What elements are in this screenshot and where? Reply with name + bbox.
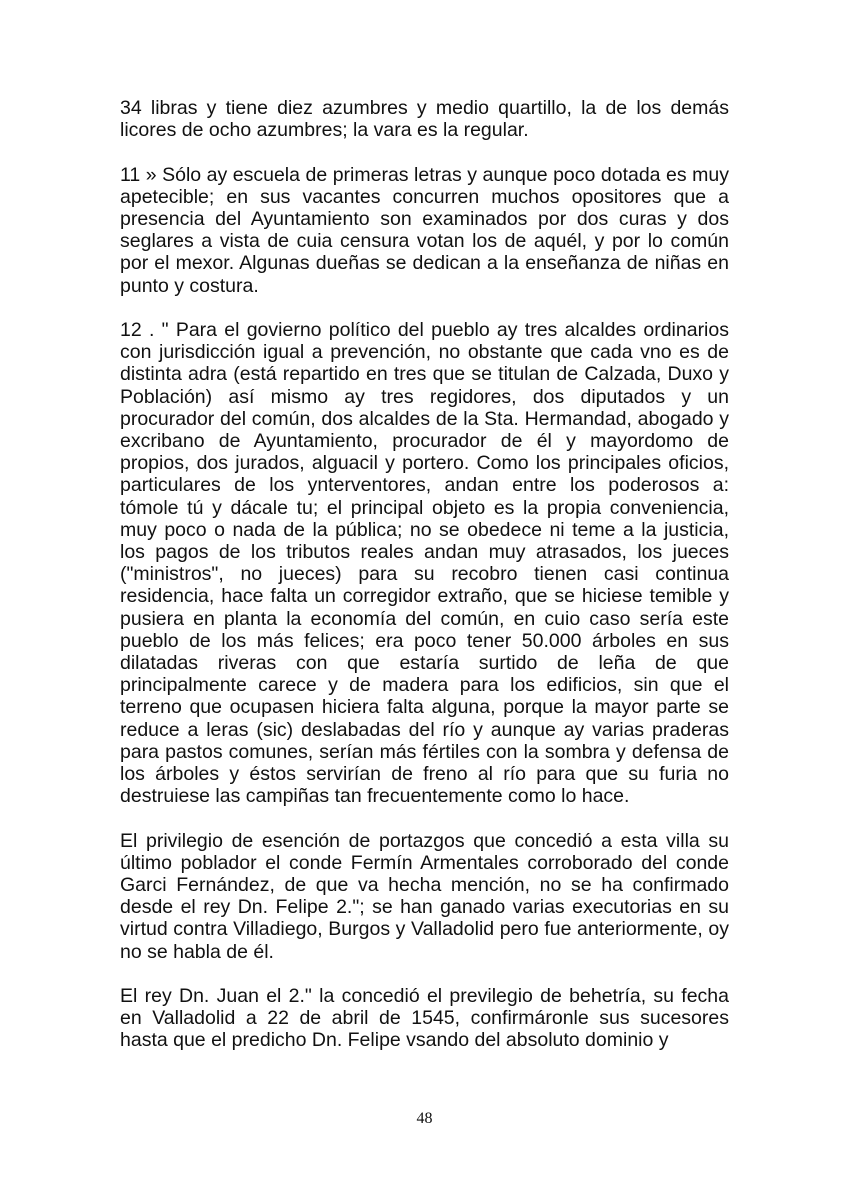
paragraph-measures: 34 libras y tiene diez azumbres y medio quartillo, la de los demás licores de ocho azumbres; la vara es la regular.	[120, 97, 729, 142]
page-number: 48	[416, 1110, 433, 1127]
paragraph-school: 11 » Sólo ay escuela de primeras letras y aunque poco dotada es muy apetecible; en sus vacantes concurren muchos opositores que a presencia del Ayuntamiento son examinados por dos curas y dos seglares a vista de cuia censura votan los de aquél, y por lo común por el mexor. Algunas dueñas se dedican a la enseñanza de niñas en punto y costura.	[120, 163, 729, 297]
paragraph-privilege-portazgos: El privilegio de esención de portazgos que concedió a esta villa su último poblador el conde Fermín Armentales corroborado del conde Garci Fernández, de que va hecha mención, no se ha confirmado desde el rey Dn. Felipe 2."; se han ganado varias executorias en su virtud contra Villadiego, Burgos y Valladolid pero fue anteriormente, oy no se habla de él.	[120, 829, 729, 963]
paragraph-privilege-behetria: El rey Dn. Juan el 2." la concedió el previlegio de behetría, su fecha en Valladolid a 22 de abril de 1545, confirmáronle sus sucesores hasta que el predicho Dn. Felipe vsando del absoluto dominio y	[120, 985, 729, 1052]
body-text	[120, 97, 729, 1074]
paragraph-government: 12 . " Para el govierno político del pueblo ay tres alcaldes ordinarios con jurisdicción igual a prevención, no obstante que cada vno es de distinta adra (está repartido en tres que se titulan de Calzada, Duxo y Población) así mismo ay tres regidores, dos diputados y un procurador del común, dos alcaldes de la Sta. Hermandad, abogado y excribano de Ayuntamiento, procurador de él y mayordomo de propios, dos jurados, alguacil y portero. Como los principales oficios, particulares de los ynterventores, andan entre los poderosos a: tómole tú y dácale tu; el principal objeto es la propia conveniencia, muy poco o nada de la pública; no se obedece ni teme a la justicia, los pagos de los tributos reales andan muy atrasados, los jueces ("ministros", no jueces) para su recobro tienen casi continua residencia, hace falta un corregidor extraño, que se hiciese temible y pusiera en planta la economía del común, en cuio caso sería este pueblo de los más felices; era poco tener 50.000 árboles en sus dilatadas riveras con que estaría surtido de leña de que principalmente carece y de madera para los edificios, sin que el terreno que ocupasen hiciera falta alguna, porque la mayor parte se reduce a leras (sic) deslabadas del río y aunque ay varias praderas para pastos comunes, serían más fértiles con la sombra y defensa de los árboles y éstos servirían de freno al río para que su furia no destruiese las campiñas tan frecuentemente como lo hace.	[120, 319, 729, 808]
